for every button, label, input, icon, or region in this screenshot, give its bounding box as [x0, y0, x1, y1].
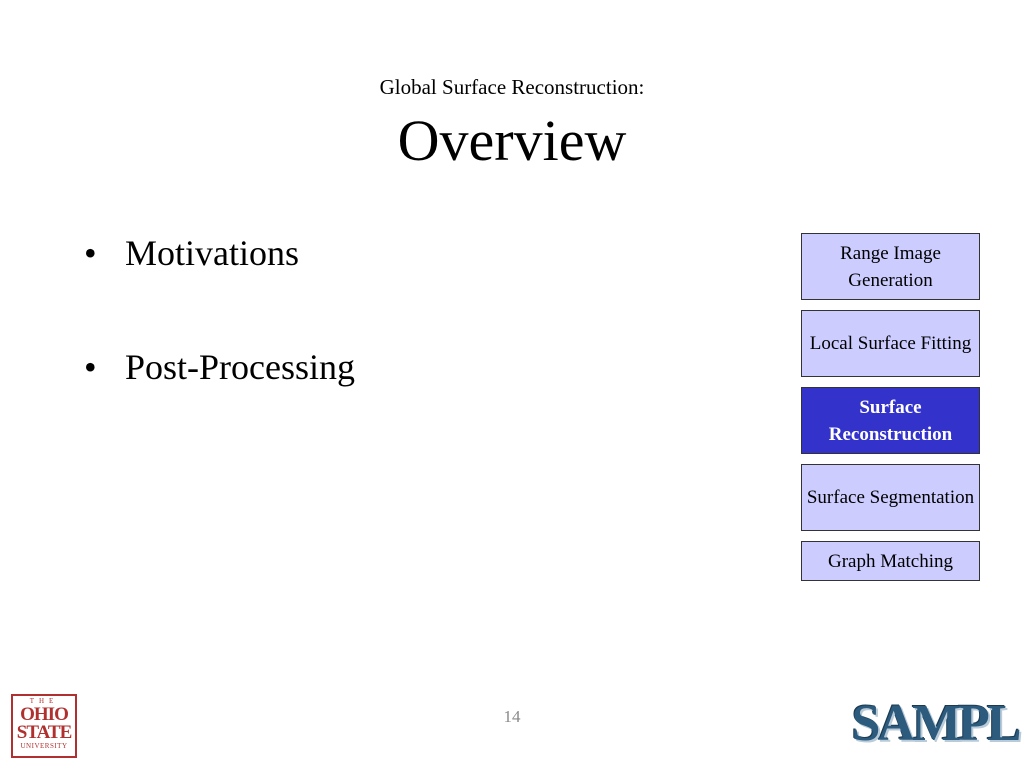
bullet-dot-icon: •: [84, 233, 97, 273]
pipeline-step-graph-matching: [801, 541, 980, 581]
osu-logo-the: THE: [29, 697, 59, 705]
pipeline-step-local-surface-fitting: [801, 310, 980, 377]
pipeline-step-label: Surface Reconstruction: [828, 396, 953, 445]
sampl-logo: [851, 688, 1019, 758]
bullet-item-post-processing: [84, 340, 355, 394]
bullet-text: Motivations: [125, 233, 300, 273]
osu-logo-state: STATE: [16, 722, 72, 743]
page-number: 14: [503, 707, 521, 726]
pipeline-step-label: Range Image Generation: [840, 242, 941, 291]
bullet-item-motivations: [84, 226, 355, 280]
bullet-dot-icon: •: [84, 347, 97, 387]
pipeline-step-surface-segmentation: [801, 464, 980, 531]
osu-logo-university: UNIVERSITY: [20, 742, 68, 750]
osu-logo-ohio: OHIO: [20, 704, 68, 725]
bullet-text: Post-Processing: [125, 347, 356, 387]
pipeline-step-label: Graph Matching: [827, 550, 954, 572]
pipeline-step-surface-reconstruction: [801, 387, 980, 454]
pipeline-step-label: Local Surface Fitting: [809, 333, 972, 354]
slide-title: Overview: [397, 108, 627, 173]
ohio-state-logo: [11, 694, 77, 758]
sampl-logo-text: SAMPL: [851, 694, 1019, 752]
pipeline-step-range-image-generation: [801, 233, 980, 300]
pipeline-step-label: Surface Segmentation: [806, 487, 975, 508]
bullet-list: [84, 226, 355, 454]
slide-subtitle: Global Surface Reconstruction:: [379, 75, 645, 99]
